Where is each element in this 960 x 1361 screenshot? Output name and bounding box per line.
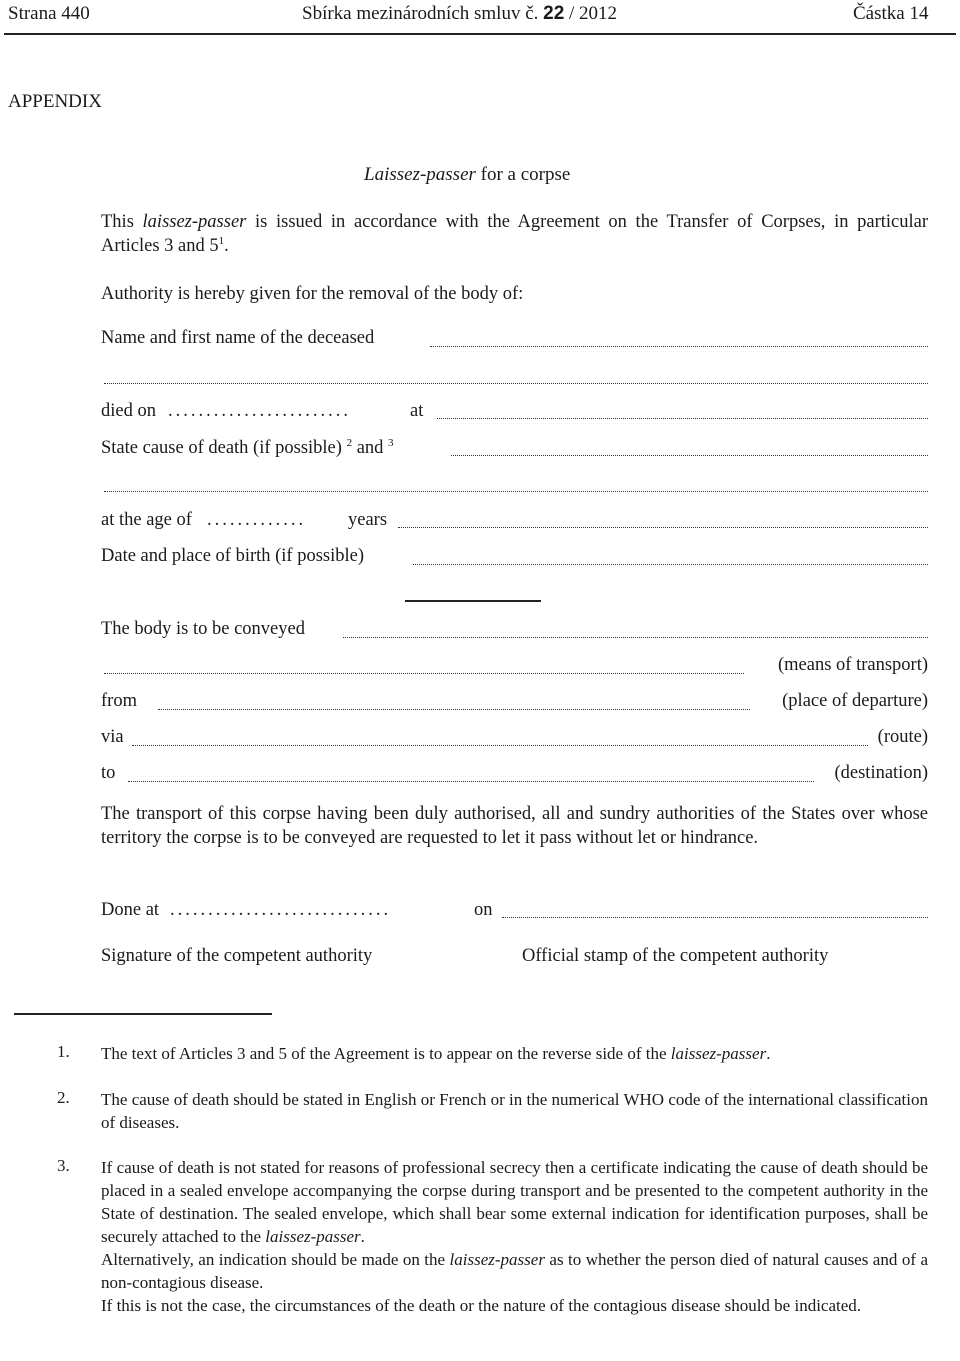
header-number: 22 xyxy=(543,3,565,24)
footnote-3-paragraph-3: If this is not the case, the circumstances of the death or the nature of the contagious disease should be indicated. xyxy=(101,1296,862,1315)
footnote-2-number: 2. xyxy=(57,1088,70,1107)
cause-and: and xyxy=(352,438,384,458)
to-field[interactable] xyxy=(128,781,814,782)
header-rule xyxy=(4,33,956,35)
intro-footnote-ref: 1 xyxy=(218,234,225,247)
date-field[interactable] xyxy=(502,917,928,918)
means-label: (means of transport) xyxy=(777,655,928,675)
appendix-title: APPENDIX xyxy=(8,91,102,112)
footnote-1 xyxy=(101,1042,928,1065)
footnote-3-paragraph-1 xyxy=(101,1156,928,1248)
footnote-3-text-2b: as to whether the person died of natural causes and of a non-contagious disease. xyxy=(101,1250,928,1292)
via-label: via xyxy=(101,727,124,747)
intro-italic: laissez-passer xyxy=(142,212,247,232)
conveyed-label: The body is to be conveyed xyxy=(101,619,305,639)
cause-label xyxy=(101,438,394,459)
footnote-rule xyxy=(14,1013,272,1015)
footnote-1-end: . xyxy=(766,1044,771,1063)
age-remainder-field[interactable] xyxy=(398,527,928,528)
footnote-1-italic: laissez-passer xyxy=(670,1044,767,1063)
died-on-field[interactable]: ........................ xyxy=(168,401,351,421)
from-label: from xyxy=(101,691,137,711)
from-field[interactable] xyxy=(158,709,750,710)
done-at-field[interactable]: ............................. xyxy=(170,900,392,920)
to-label: to xyxy=(101,763,116,783)
years-label: years xyxy=(348,510,388,530)
footnote-3-number: 3. xyxy=(57,1156,70,1175)
via-field[interactable] xyxy=(132,745,868,746)
done-at-label: Done at xyxy=(101,900,160,920)
header-collection-prefix: Sbírka mezinárodních smluv č. xyxy=(302,3,539,24)
route-label: (route) xyxy=(877,727,928,747)
footnote-3-paragraph-2 xyxy=(101,1248,928,1294)
transport-means-field[interactable] xyxy=(104,673,744,674)
name-field[interactable] xyxy=(430,346,928,347)
cause-label-text: State cause of death (if possible) xyxy=(101,438,342,458)
intro-paragraph xyxy=(101,211,928,258)
authority-line: Authority is hereby given for the removal of the body of: xyxy=(101,284,524,304)
cause-field-continued[interactable] xyxy=(104,491,928,492)
age-label: at the age of xyxy=(101,510,192,530)
document-title xyxy=(364,164,570,186)
footnote-1-number: 1. xyxy=(57,1042,70,1061)
footnote-3-text-1: If cause of death is not stated for reasons of professional secrecy then a certificate indicating the cause of death should be placed in a sealed envelope accompanying the corpse during transport and be presented to the competent authority in the State of destination. The sealed envelope, which shall bear some external indication for identification purposes, shall be securely attached to the xyxy=(101,1158,928,1246)
birth-field[interactable] xyxy=(413,564,928,565)
stamp-label: Official stamp of the competent authority xyxy=(522,946,829,966)
intro-text-b: is issued in accordance with the Agreement on the Transfer of Corpses, in particular Articles 3 and 5 xyxy=(101,212,928,256)
age-field[interactable]: ............. xyxy=(207,510,307,530)
request-paragraph: The transport of this corpse having been duly authorised, all and sundry authorities of the States over whose territory the corpse is to be conveyed are requested to let it pass without let or hindrance. xyxy=(101,804,928,848)
footnote-3-italic-1: laissez-passer xyxy=(265,1227,361,1246)
header-year: / 2012 xyxy=(569,3,618,24)
header-collection xyxy=(302,3,617,25)
departure-label: (place of departure) xyxy=(782,691,928,711)
footnote-3-end-1: . xyxy=(360,1227,365,1246)
signature-label: Signature of the competent authority xyxy=(101,946,373,966)
header-page-number: Strana 440 xyxy=(8,3,90,24)
cause-footnote-ref-2: 2 xyxy=(346,436,353,449)
document-title-rest: for a corpse xyxy=(475,164,571,185)
footnote-3 xyxy=(101,1156,928,1317)
footnote-1-text: The text of Articles 3 and 5 of the Agreement is to appear on the reverse side of the xyxy=(101,1044,671,1063)
name-label: Name and first name of the deceased xyxy=(101,328,375,348)
destination-label: (destination) xyxy=(834,763,928,783)
at-label: at xyxy=(410,401,424,421)
footnote-3-italic-2: laissez-passer xyxy=(449,1250,545,1269)
footnote-2: The cause of death should be stated in English or French or in the numerical WHO code of the international classification of diseases. xyxy=(101,1090,928,1132)
on-label: on xyxy=(474,900,493,920)
section-divider xyxy=(405,600,541,602)
cause-field[interactable] xyxy=(451,455,928,456)
name-field-continued[interactable] xyxy=(104,383,928,384)
intro-text-a: This xyxy=(101,212,143,232)
cause-footnote-ref-3: 3 xyxy=(388,436,394,449)
footnote-3-text-2a: Alternatively, an indication should be made on the xyxy=(101,1250,450,1269)
header-part: Částka 14 xyxy=(853,3,929,24)
document-title-italic: Laissez-passer xyxy=(364,164,476,185)
birth-label: Date and place of birth (if possible) xyxy=(101,546,365,566)
died-on-label: died on xyxy=(101,401,156,421)
place-of-death-field[interactable] xyxy=(437,418,928,419)
conveyed-field[interactable] xyxy=(343,637,928,638)
intro-text-c: . xyxy=(224,235,229,256)
